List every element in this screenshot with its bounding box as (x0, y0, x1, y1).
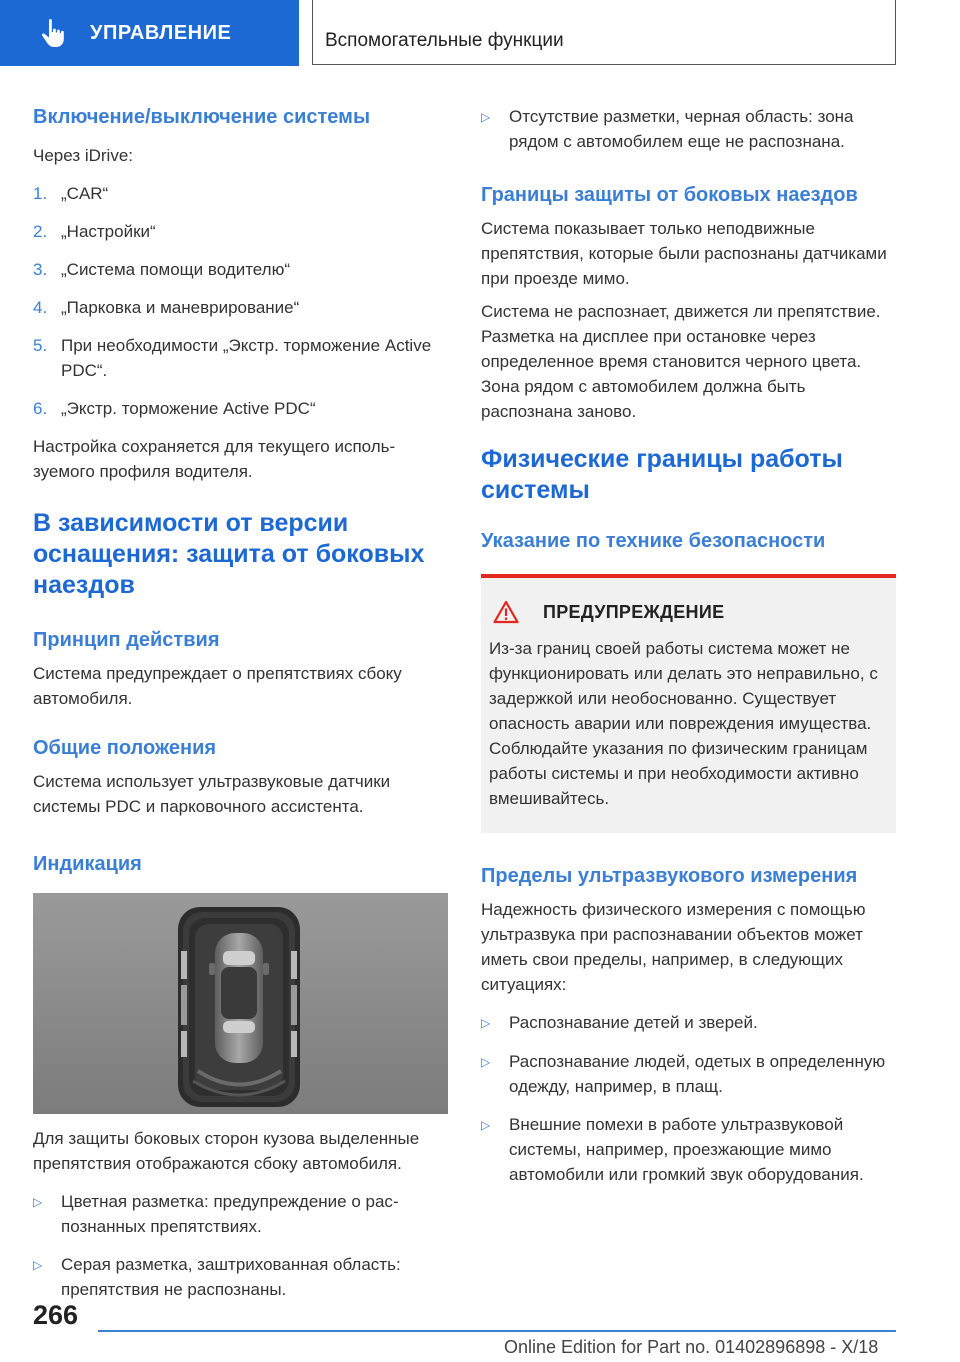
limits-text-1: Система показывает только неподвижные препятствия, которые были распознаны датчиками при проезде мимо. (481, 219, 887, 288)
step-text: „Система помощи водителю“ (61, 260, 291, 279)
warning-text: Из-за границ своей работы система может не функционировать или делать это неправильно, с задержкой или необоснованно. Существует опасность аварии или повреждения имущества. Соблюдайте указания по физическим границам работы системы и при необходимости активно вмешивайтесь. (489, 639, 878, 808)
indication-bullets (33, 1189, 448, 1302)
bullet-text: Отсутствие разметки, черная область: зона рядом с автомобилем еще не распознана. (509, 107, 854, 151)
variant-heading: В зависимости от версии оснащения: защита от боковых наездов (33, 509, 425, 599)
general-text: Система использует ультразвуковые датчики системы PDC и парковочного ассистента. (33, 772, 391, 816)
step-item (33, 181, 448, 206)
list-item (481, 1010, 896, 1036)
step-number: 4. (33, 298, 48, 317)
step-number: 2. (33, 222, 48, 241)
header-right-border (895, 0, 896, 65)
principle-text: Система предупреждает о препятствиях сбоку автомобиля. (33, 664, 402, 708)
section-tab-label: УПРАВЛЕНИЕ (90, 21, 232, 44)
bullet-text: Распознавание детей и зверей. (509, 1013, 758, 1032)
list-item (481, 1112, 896, 1187)
onoff-steps (33, 181, 448, 421)
step-text: „CAR“ (61, 184, 109, 203)
step-item (33, 396, 448, 421)
footer-rule (98, 1330, 896, 1332)
bullet-text: Серая разметка, заштрихованная область: препятствия не распознаны. (61, 1255, 401, 1299)
section-tab[interactable] (0, 0, 299, 66)
bullet-triangle-icon: ▷ (481, 1118, 491, 1132)
hand-pointer-icon (40, 18, 68, 48)
bullet-triangle-icon: ▷ (481, 1055, 491, 1069)
bullet-text: Внешние помехи в работе ультразвуковой системы, например, проезжающие мимо автомобили или громкий звук оборудования. (509, 1115, 864, 1184)
warning-box (481, 574, 896, 833)
step-item (33, 295, 448, 320)
onoff-heading: Включение/выключение системы (33, 106, 371, 128)
list-item (33, 1189, 448, 1239)
step-number: 1. (33, 184, 48, 203)
onoff-note: Настройка сохраняется для текущего используемого профиля водителя. (33, 437, 396, 481)
list-item (33, 1252, 448, 1302)
bullet-text: Цветная разметка: предупреждение о распознанных препятствиях. (61, 1192, 399, 1236)
step-number: 6. (33, 399, 48, 418)
ultrasonic-bullets (481, 1010, 896, 1187)
step-item (33, 333, 448, 383)
warning-title: ПРЕДУПРЕЖДЕНИЕ (543, 601, 725, 622)
onoff-intro: Через iDrive: (33, 146, 134, 165)
bullet-triangle-icon: ▷ (33, 1195, 43, 1209)
car-sensor-zones-illustration (33, 893, 448, 1114)
physical-limits-heading: Физические границы работы системы (481, 445, 843, 504)
bullet-triangle-icon: ▷ (481, 1016, 491, 1030)
limits-text-2: Система не распознает, движется ли препятствие. Разметка на дисплее при остановке через определенное время становится черного цвета. Зона рядом с автомобилем должна быть распознана заново. (481, 302, 881, 421)
ultrasonic-text: Надежность физического измерения с помощью ультразвука при распознавании объектов может иметь свои пределы, например, в следующих ситуациях: (481, 900, 866, 994)
chapter-title: Вспомогательные функции (325, 30, 564, 51)
bullet-text: Распознавание людей, одетых в определенную одежду, например, в плащ. (509, 1052, 886, 1096)
indication-bullets-continued (481, 104, 896, 154)
step-number: 5. (33, 336, 48, 355)
step-item (33, 257, 448, 282)
warning-triangle-icon (493, 600, 519, 624)
step-text: При необходимости „Экстр. торможение Active PDC“. (61, 336, 432, 380)
side-protection-display-image (33, 893, 448, 1114)
warning-header (489, 600, 886, 624)
header-rule (312, 64, 896, 65)
step-text: „Экстр. торможение Active PDC“ (61, 399, 316, 418)
principle-heading: Принцип действия (33, 629, 220, 651)
header-separator (312, 0, 313, 64)
indication-heading: Индикация (33, 853, 142, 875)
step-number: 3. (33, 260, 48, 279)
ultrasonic-heading: Пределы ультразвукового измерения (481, 865, 858, 887)
indication-text: Для защиты боковых сторон кузова выделенные препятствия отображаются сбоку автомобиля. (33, 1129, 420, 1173)
bullet-triangle-icon: ▷ (481, 110, 491, 124)
safety-heading: Указание по технике безопасности (481, 530, 826, 552)
step-item (33, 219, 448, 244)
step-text: „Настройки“ (61, 222, 156, 241)
left-column (33, 104, 448, 1315)
right-column (481, 104, 896, 1200)
list-item (481, 104, 896, 154)
page-number: 266 (33, 1300, 79, 1330)
edition-footer: Online Edition for Part no. 01402896898 - X/18 (504, 1337, 879, 1357)
step-text: „Парковка и маневрирование“ (61, 298, 300, 317)
bullet-triangle-icon: ▷ (33, 1258, 43, 1272)
list-item (481, 1049, 896, 1099)
general-heading: Общие положения (33, 737, 217, 759)
limits-heading: Границы защиты от боковых наездов (481, 184, 858, 206)
